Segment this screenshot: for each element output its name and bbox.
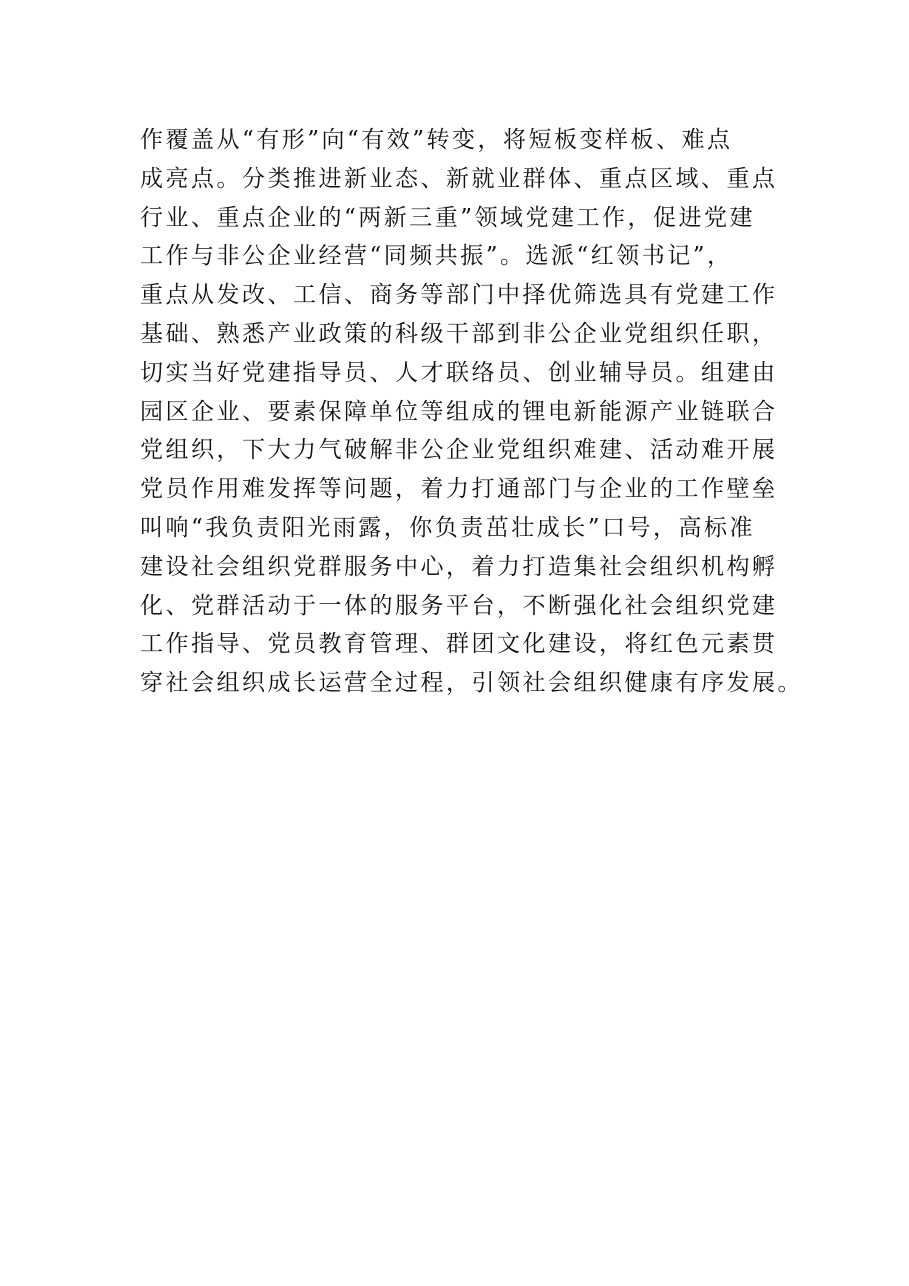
- paragraph-line: 成亮点。分类推进新业态、新就业群体、重点区域、重点: [140, 165, 778, 192]
- paragraph-line: 切实当好党建指导员、人才联络员、创业辅导员。组建由: [140, 359, 778, 386]
- paragraph-line: 化、党群活动于一体的服务平台，不断强化社会组织党建: [140, 592, 778, 619]
- paragraph-line: 园区企业、要素保障单位等组成的锂电新能源产业链联合: [140, 398, 778, 425]
- paragraph-line: 穿社会组织成长运营全过程，引领社会组织健康有序发展。: [140, 670, 803, 697]
- paragraph-line: 建设社会组织党群服务中心，着力打造集社会组织机构孵: [140, 553, 778, 580]
- paragraph-line: 重点从发改、工信、商务等部门中择优筛选具有党建工作: [140, 282, 778, 309]
- body-paragraph: [140, 121, 803, 703]
- paragraph-line: 基础、熟悉产业政策的科级干部到非公企业党组织任职，: [140, 320, 778, 347]
- paragraph-line: 党组织，下大力气破解非公企业党组织难建、活动难开展: [140, 437, 778, 464]
- paragraph-line: 作覆盖从“有形”向“有效”转变，将短板变样板、难点: [140, 127, 733, 153]
- paragraph-line: 行业、重点企业的“两新三重”领域党建工作，促进党建: [140, 204, 756, 231]
- paragraph-line: 工作指导、党员教育管理、群团文化建设，将红色元素贯: [140, 631, 778, 658]
- paragraph-line: 党员作用难发挥等问题，着力打通部门与企业的工作壁垒: [140, 476, 778, 503]
- paragraph-line: 叫响“我负责阳光雨露，你负责茁壮成长”口号，高标准: [140, 514, 756, 541]
- paragraph-line: 工作与非公企业经营“同频共振”。选派“红领书记”，: [140, 243, 733, 270]
